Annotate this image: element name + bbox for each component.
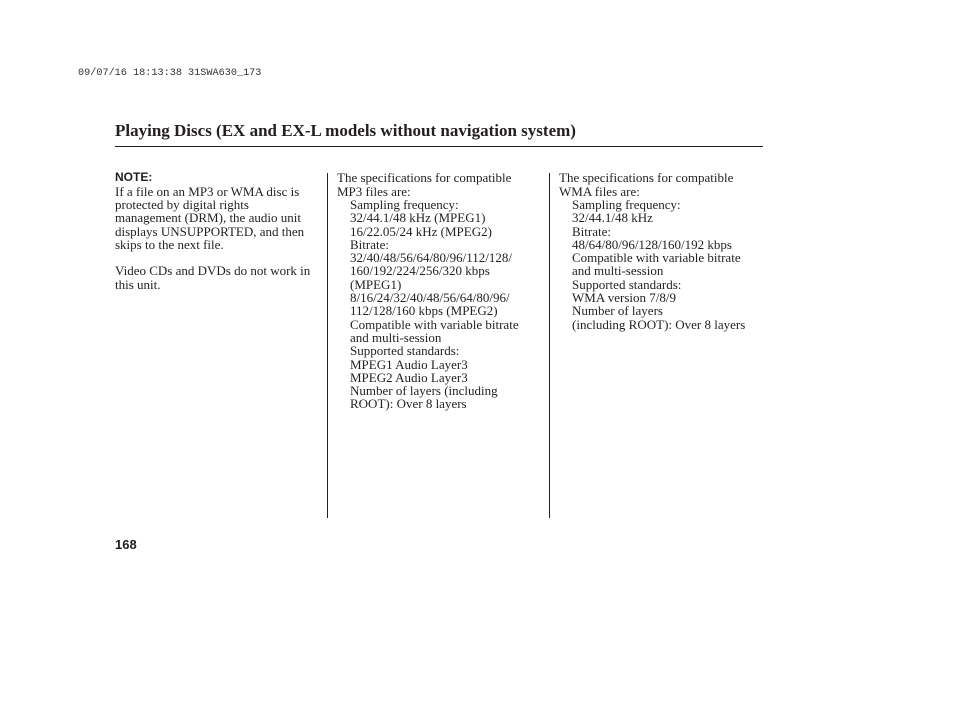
note-video-line: Video CDs and DVDs do not work in xyxy=(115,263,311,279)
wma-intro-line: WMA files are: xyxy=(559,183,640,199)
mp3-intro-line: The specifications for compatible xyxy=(337,170,512,186)
mp3-spec-line: 16/22.05/24 kHz (MPEG2) xyxy=(350,223,492,239)
wma-spec-line: Bitrate: xyxy=(572,223,611,239)
wma-spec-line: Supported standards: xyxy=(572,276,682,292)
column-divider-2 xyxy=(549,173,550,518)
mp3-spec-line: 8/16/24/32/40/48/56/64/80/96/ xyxy=(350,290,510,306)
mp3-spec-line: 32/44.1/48 kHz (MPEG1) xyxy=(350,210,486,226)
note-column xyxy=(115,171,320,291)
wma-intro-line: The specifications for compatible xyxy=(559,170,734,186)
wma-spec-line: Number of layers xyxy=(572,303,663,319)
wma-spec-line: Sampling frequency: xyxy=(572,196,681,212)
note-drm-line: protected by digital rights xyxy=(115,196,249,212)
mp3-spec-line: Bitrate: xyxy=(350,236,389,252)
mp3-spec-line: 112/128/160 kbps (MPEG2) xyxy=(350,303,498,319)
title-underline xyxy=(115,146,763,147)
mp3-spec-line: Supported standards: xyxy=(350,343,460,359)
paragraph-gap xyxy=(115,251,320,264)
mp3-spec-line: Sampling frequency: xyxy=(350,196,459,212)
mp3-spec-line: and multi-session xyxy=(350,329,442,345)
note-drm-line: If a file on an MP3 or WMA disc is xyxy=(115,183,300,199)
mp3-spec-line: MPEG2 Audio Layer3 xyxy=(350,369,468,385)
mp3-spec-line: MPEG1 Audio Layer3 xyxy=(350,356,468,372)
page-number: 168 xyxy=(115,537,137,552)
mp3-intro-line: MP3 files are: xyxy=(337,183,411,199)
print-stamp: 09/07/16 18:13:38 31SWA630_173 xyxy=(78,68,262,79)
wma-spec-line: 48/64/80/96/128/160/192 kbps xyxy=(572,236,732,252)
note-drm-line: management (DRM), the audio unit xyxy=(115,210,301,226)
wma-spec-line: Compatible with variable bitrate xyxy=(572,250,741,266)
mp3-spec-line: Number of layers (including xyxy=(350,383,498,399)
wma-spec-line: WMA version 7/8/9 xyxy=(572,290,676,306)
column-divider-1 xyxy=(327,173,328,518)
mp3-spec-line: 160/192/224/256/320 kbps xyxy=(350,263,490,279)
note-drm-line: displays UNSUPPORTED, and then xyxy=(115,223,305,239)
note-drm-line: skips to the next file. xyxy=(115,236,224,252)
wma-specs-column xyxy=(559,171,759,331)
wma-spec-line: (including ROOT): Over 8 layers xyxy=(572,316,746,332)
mp3-spec-line: 32/40/48/56/64/80/96/112/128/ xyxy=(350,250,513,266)
note-video-line: this unit. xyxy=(115,276,161,292)
page-title: Playing Discs (EX and EX-L models without navigation system) xyxy=(115,121,576,140)
mp3-spec-line: ROOT): Over 8 layers xyxy=(350,396,467,412)
wma-spec-line: 32/44.1/48 kHz xyxy=(572,210,653,226)
mp3-spec-line: (MPEG1) xyxy=(350,276,402,292)
wma-spec-line: and multi-session xyxy=(572,263,664,279)
note-label: NOTE: xyxy=(115,170,153,185)
mp3-spec-line: Compatible with variable bitrate xyxy=(350,316,519,332)
mp3-specs-column xyxy=(337,171,542,410)
